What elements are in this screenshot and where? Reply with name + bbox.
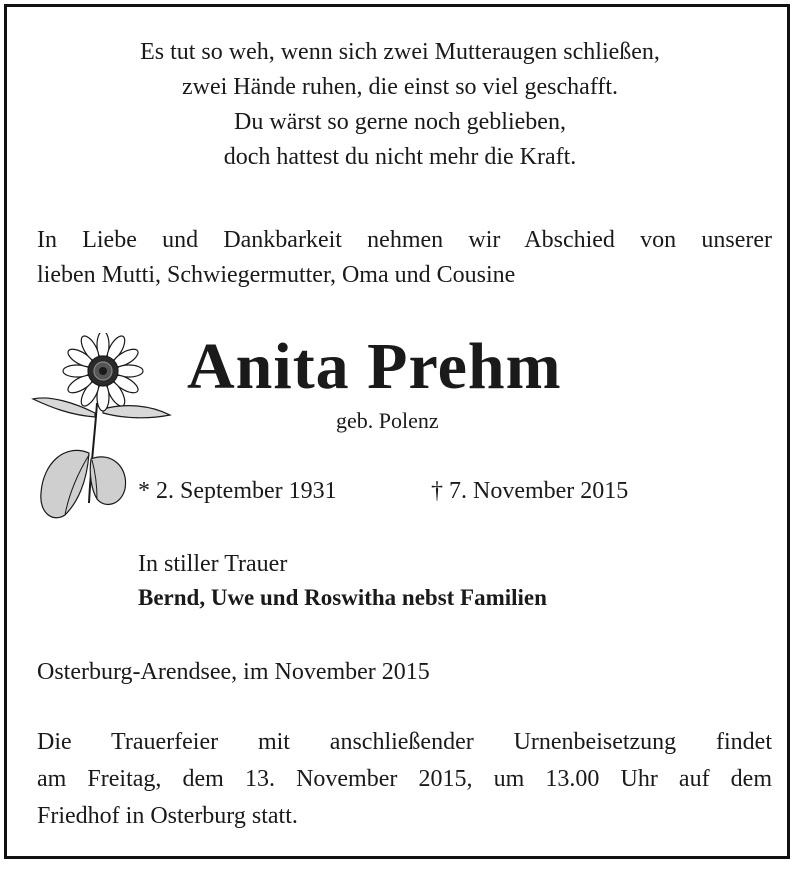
mourners-names: Bernd, Uwe und Roswitha nebst Familien (138, 585, 547, 610)
maiden-name: geb. Polenz (336, 408, 439, 433)
mourning-heading: In stiller Trauer (138, 551, 288, 577)
funeral-line-2: am Freitag, dem 13. November 2015, um 13.00 Uhr auf dem (37, 766, 772, 792)
place-date: Osterburg-Arendsee, im November 2015 (37, 659, 430, 685)
death-date: † 7. November 2015 (431, 478, 629, 504)
obituary-frame (4, 4, 790, 859)
poem (7, 35, 793, 175)
funeral-details (37, 724, 772, 835)
poem-line-2: zwei Hände ruhen, die einst so viel geschafft. (181, 74, 619, 100)
funeral-line-3: Friedhof in Osterburg statt. (37, 803, 298, 829)
intro-line-2: lieben Mutti, Schwiegermutter, Oma und Cousine (37, 262, 516, 288)
funeral-line-1: Die Trauerfeier mit anschließender Urnenbeisetzung findet (37, 729, 772, 755)
poem-line-3: Du wärst so gerne noch geblieben, (234, 109, 566, 135)
birth-date: * 2. September 1931 (138, 478, 337, 504)
intro-line-1: In Liebe und Dankbarkeit nehmen wir Abschied von unserer (37, 227, 772, 253)
intro-text (37, 223, 772, 293)
poem-line-1: Es tut so weh, wenn sich zwei Mutteraugen schließen, (140, 39, 660, 65)
deceased-name: Anita Prehm (187, 330, 562, 403)
poem-line-4: doch hattest du nicht mehr die Kraft. (223, 144, 577, 170)
